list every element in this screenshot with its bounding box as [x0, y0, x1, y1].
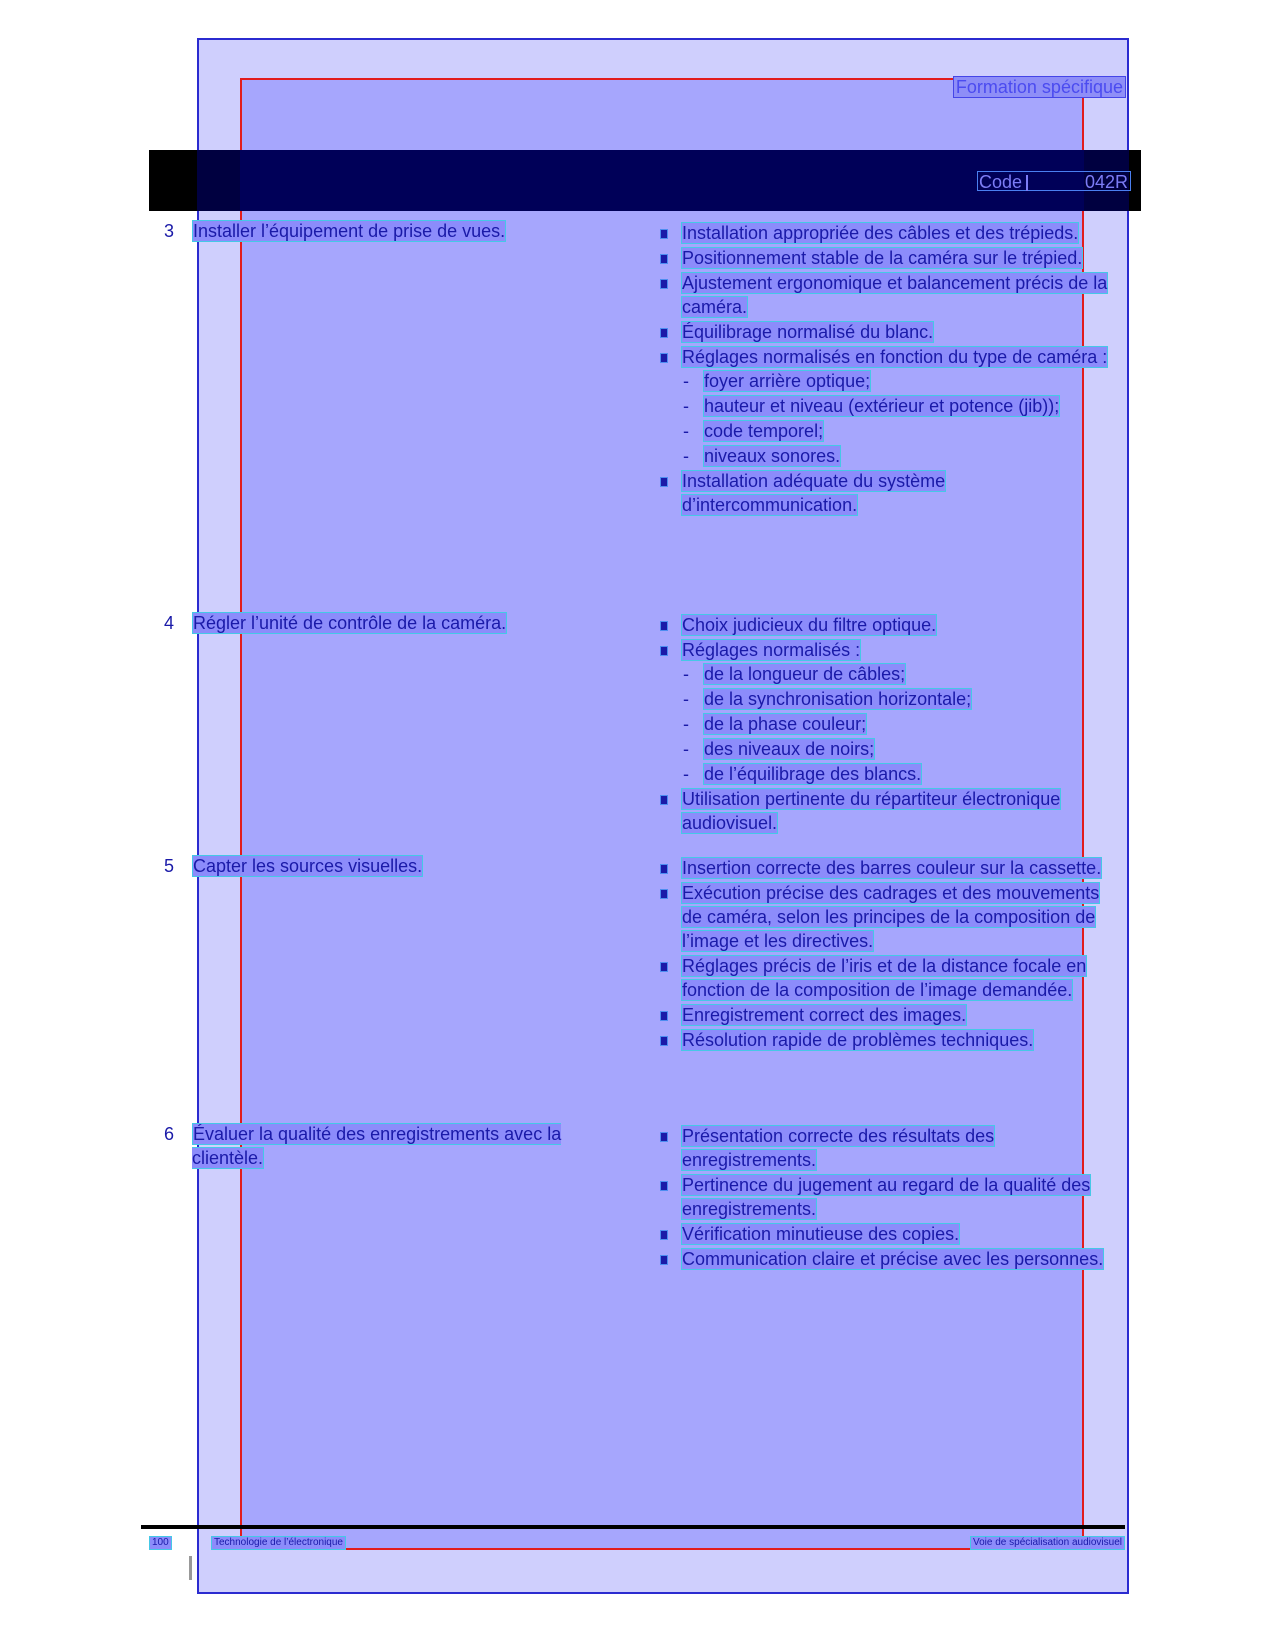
step-number: 3 — [164, 221, 175, 241]
criterion-item: Communication claire et précise avec les personnes. — [659, 1247, 1119, 1271]
criterion-subitem: - de l’équilibrage des blancs. — [681, 762, 1119, 786]
criterion-item: Pertinence du jugement au regard de la qualité des enregistrements. — [659, 1173, 1119, 1221]
criterion-item: Utilisation pertinente du répartiteur électronique audiovisuel. — [659, 787, 1119, 835]
criterion-item: Équilibrage normalisé du blanc. — [659, 320, 1119, 344]
criterion-item: Résolution rapide de problèmes techniques. — [659, 1028, 1119, 1052]
criterion-item: Installation adéquate du système d’intercommunication. — [659, 469, 1119, 517]
criterion-subitem: - foyer arrière optique; — [681, 369, 1119, 393]
criterion-item: Vérification minutieuse des copies. — [659, 1222, 1119, 1246]
criteria-list — [659, 856, 1119, 1053]
criterion-sublist — [681, 369, 1119, 468]
criterion-item: Présentation correcte des résultats des enregistrements. — [659, 1124, 1119, 1172]
criterion-item: Exécution précise des cadrages et des mouvements de caméra, selon les principes de la composition de l’image et les directives. — [659, 881, 1119, 953]
criterion-subitem: - de la longueur de câbles; — [681, 662, 1119, 686]
criteria-list — [659, 613, 1119, 836]
criterion-item: Réglages normalisés en fonction du type de caméra : - foyer arrière optique; - hauteur et niveau (extérieur et potence (jib)); - code temporel; - niveaux sonores. — [659, 345, 1119, 468]
criteria-list — [659, 1124, 1119, 1272]
course-code — [977, 171, 1131, 191]
step-text: Capter les sources visuelles. — [193, 856, 423, 876]
footer-page-number: 100 — [149, 1536, 172, 1550]
criterion-item: Choix judicieux du filtre optique. — [659, 613, 1119, 637]
step-text: Régler l’unité de contrôle de la caméra. — [193, 613, 507, 633]
step-text: Évaluer la qualité des enregistrements avec la clientèle. — [192, 1124, 562, 1168]
step-text: Installer l’équipement de prise de vues. — [193, 221, 506, 241]
page-header-title: Formation spécifique — [953, 76, 1126, 98]
criterion-item: Positionnement stable de la caméra sur le trépied. — [659, 246, 1119, 270]
course-code-number: 042R — [1084, 172, 1128, 192]
page-footer — [149, 1536, 1125, 1548]
criterion-item: Réglages précis de l’iris et de la distance focale en fonction de la composition de l’image demandée. — [659, 954, 1119, 1002]
code-bar-overlay-inner — [240, 150, 1084, 211]
criterion-item: Insertion correcte des barres couleur sur la cassette. — [659, 856, 1119, 880]
step-number: 4 — [164, 613, 175, 633]
criteria-list — [659, 221, 1119, 518]
footer-program: Technologie de l’électronique — [211, 1536, 346, 1550]
criterion-subitem: - niveaux sonores. — [681, 444, 1119, 468]
criterion-subitem: - des niveaux de noirs; — [681, 737, 1119, 761]
criterion-subitem: - de la phase couleur; — [681, 712, 1119, 736]
criterion-sublist — [681, 662, 1119, 786]
criterion-subitem: - code temporel; — [681, 419, 1119, 443]
criterion-item: Réglages normalisés : - de la longueur de câbles; - de la synchronisation horizontale; - de la phase couleur; - des niveaux de noirs; - de l’équilibrage des blancs. — [659, 638, 1119, 786]
footer-rule — [141, 1525, 1125, 1529]
footer-path: Voie de spécialisation audiovisuel — [970, 1536, 1125, 1550]
criterion-subitem: - hauteur et niveau (extérieur et potence (jib)); — [681, 394, 1119, 418]
step-number: 6 — [164, 1124, 175, 1144]
code-separator — [1026, 175, 1028, 191]
criterion-item: Ajustement ergonomique et balancement précis de la caméra. — [659, 271, 1119, 319]
criterion-subitem: - de la synchronisation horizontale; — [681, 687, 1119, 711]
criterion-item: Enregistrement correct des images. — [659, 1003, 1119, 1027]
criterion-item: Installation appropriée des câbles et des trépieds. — [659, 221, 1119, 245]
course-code-label: Code — [979, 172, 1023, 192]
margin-mark — [189, 1556, 192, 1580]
step-number: 5 — [164, 856, 175, 876]
